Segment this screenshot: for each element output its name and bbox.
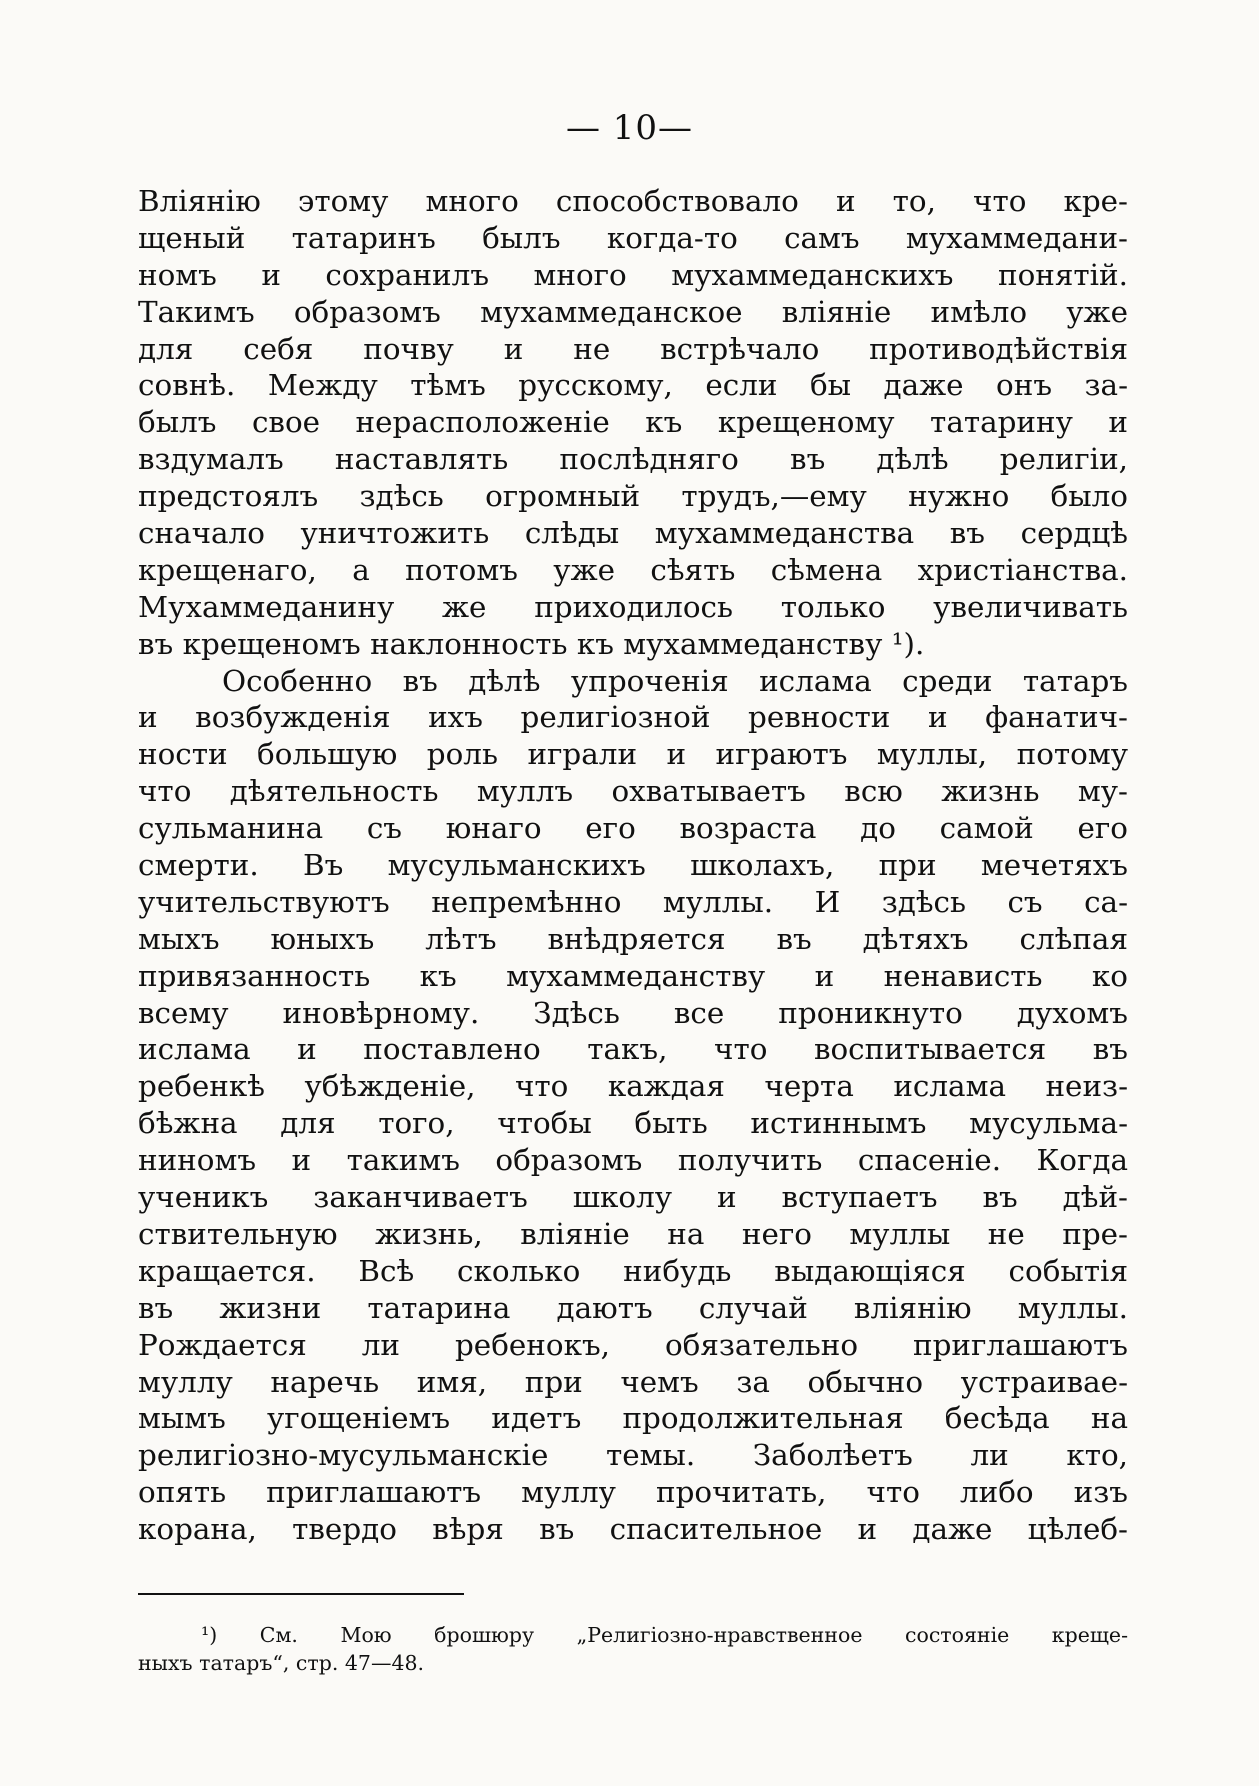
text-line-29: ствительную жизнь, вліяніе на него муллы не пре- [138,1216,1128,1251]
text-line-10: сначало уничтожить слѣды мухаммеданства въ сердцѣ [138,516,1128,551]
text-line-3: номъ и сохранилъ много мухаммеданскихъ понятій. [138,257,1128,292]
body-text [138,183,1128,1548]
text-line-6: совнѣ. Между тѣмъ русскому, если бы даже онъ за- [138,368,1128,403]
page-number: — 10— [565,108,694,148]
text-line-35: религіозно-мусульманскіе темы. Заболѣетъ ли кто, [138,1438,1128,1473]
text-line-33: муллу наречь имя, при чемъ за обычно устраивае- [138,1364,1128,1399]
text-line-7: былъ свое нерасположеніе къ крещеному татарину и [138,405,1128,440]
text-line-5: для себя почву и не встрѣчало противодѣйствія [138,331,1128,366]
text-line-1: Вліянію этому много способствовало и то, что кре- [138,184,1128,218]
footnote-line-2: ныхъ татаръ“, стр. 47—48. [138,1651,425,1675]
text-line-14: Особенно въ дѣлѣ упроченія ислама среди татаръ [222,663,1128,698]
text-line-27: ниномъ и такимъ образомъ получить спасеніе. Когда [138,1143,1128,1178]
text-line-2: щеный татаринъ былъ когда-то самъ мухаммедани- [138,220,1128,255]
text-line-18: сульманина съ юнаго его возраста до самой его [138,811,1128,846]
text-line-13: въ крещеномъ наклонность къ мухаммеданству ¹). [138,626,925,661]
text-line-36: опять приглашаютъ муллу прочитать, что либо изъ [138,1475,1128,1510]
text-line-22: привязанность къ мухаммеданству и ненависть ко [138,958,1128,993]
text-line-26: бѣжна для того, чтобы быть истиннымъ мусульма- [138,1106,1128,1141]
text-line-11: крещенаго, а потомъ уже сѣять сѣмена христіанства. [138,552,1128,587]
text-line-34: мымъ угощеніемъ идетъ продолжительная бесѣда на [138,1401,1128,1436]
text-line-9: предстоялъ здѣсь огромный трудъ,—ему нужно было [138,479,1128,514]
text-line-12: Мухаммеданину же приходилось только увеличивать [138,589,1128,624]
text-line-31: въ жизни татарина даютъ случай вліянію муллы. [138,1290,1128,1325]
text-line-4: Такимъ образомъ мухаммеданское вліяніе имѣло уже [138,294,1128,329]
text-line-30: кращается. Всѣ сколько нибудь выдающіяся событія [138,1253,1128,1288]
text-line-19: смерти. Въ мусульманскихъ школахъ, при мечетяхъ [138,848,1128,883]
text-line-37: корана, твердо вѣря въ спасительное и даже цѣлеб- [138,1512,1128,1547]
text-line-8: вздумалъ наставлять послѣдняго въ дѣлѣ религіи, [138,442,1128,477]
text-line-32: Рождается ли ребенокъ, обязательно приглашаютъ [138,1327,1128,1362]
text-line-16: ности большую роль играли и играютъ муллы, потому [138,737,1128,772]
text-line-17: что дѣятельность муллъ охватываетъ всю жизнь му- [138,774,1128,809]
text-line-21: мыхъ юныхъ лѣтъ внѣдряется въ дѣтяхъ слѣпая [138,921,1128,956]
text-line-25: ребенкѣ убѣжденіе, что каждая черта ислама неиз- [138,1069,1128,1104]
text-line-20: учительствуютъ непремѣнно муллы. И здѣсь съ са- [138,884,1128,919]
footnote-divider [138,1593,464,1595]
text-line-15: и возбужденія ихъ религіозной ревности и фанатич- [138,700,1128,735]
text-line-24: ислама и поставлено такъ, что воспитывается въ [138,1032,1128,1067]
text-line-23: всему иновѣрному. Здѣсь все проникнуто духомъ [138,995,1128,1030]
footnotes [138,1621,1128,1677]
text-line-28: ученикъ заканчиваетъ школу и вступаетъ въ дѣй- [138,1180,1128,1215]
footnote-line-1: ¹) См. Мою брошюру „Религіозно-нравственное состояніе креще- [201,1623,1128,1647]
